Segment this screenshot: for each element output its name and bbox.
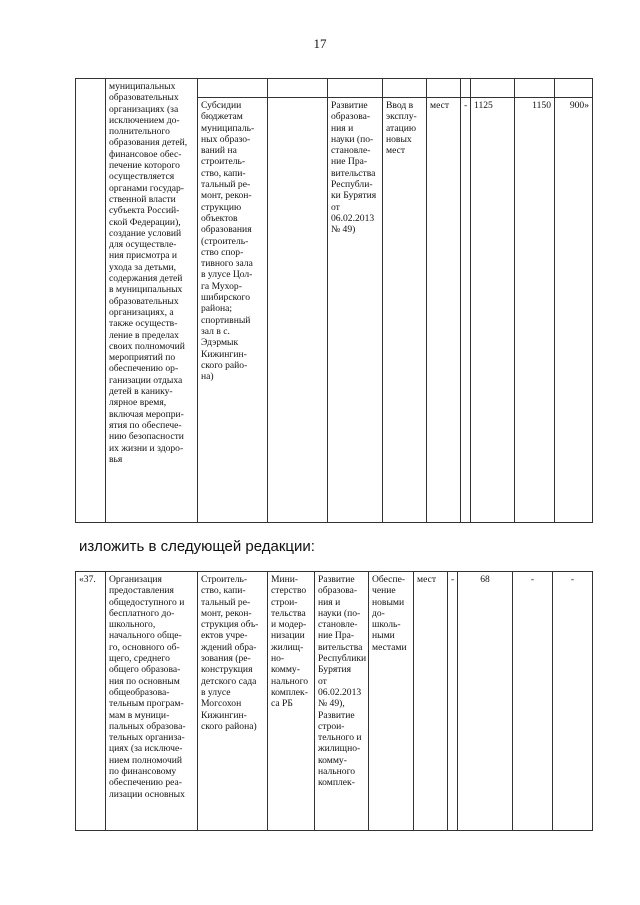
bottom-table-indicator-cell bbox=[369, 572, 414, 831]
top-table-subsidy-cell bbox=[198, 98, 268, 523]
text-line: ственной власти bbox=[109, 193, 176, 205]
top-table-empty-cell bbox=[328, 79, 383, 98]
text-line: вительства bbox=[331, 167, 376, 179]
text-line: монт, рекон- bbox=[201, 607, 252, 619]
text-line: становле- bbox=[318, 619, 358, 631]
text-line: обеспечению ор- bbox=[109, 363, 179, 375]
top-table-program-cell bbox=[328, 98, 383, 523]
text-line: 06.02.2013 bbox=[331, 212, 375, 224]
text-line: спортивный bbox=[201, 314, 251, 326]
text-line: образова- bbox=[318, 585, 358, 597]
text-line: образовательных bbox=[109, 92, 179, 104]
text-line: № 49) bbox=[331, 224, 356, 236]
text-line: нию безопасности bbox=[109, 431, 184, 443]
text-line: организациях (за bbox=[109, 103, 179, 115]
text-line: ния и bbox=[331, 122, 354, 134]
text-line: тивного зала bbox=[201, 258, 253, 270]
text-line: до- bbox=[372, 607, 385, 619]
bottom-table-value-3-cell: - bbox=[553, 572, 593, 831]
text-line: ского района) bbox=[201, 720, 257, 732]
bottom-table-ministry-cell bbox=[268, 572, 315, 831]
text-line: тельным програм- bbox=[109, 698, 184, 710]
text-line: чение bbox=[372, 585, 396, 597]
text-line: Кижингин- bbox=[201, 709, 247, 721]
text-line: щего, среднего bbox=[109, 653, 170, 665]
text-line: Обеспе- bbox=[372, 574, 406, 585]
text-line: в муниципальных bbox=[109, 284, 183, 296]
text-line: Республики bbox=[318, 653, 367, 665]
text-line: са РБ bbox=[271, 698, 293, 710]
top-table-description-cell bbox=[106, 79, 198, 523]
text-line: района; bbox=[201, 303, 233, 315]
text-line: содержания детей bbox=[109, 273, 183, 285]
text-line: Организация bbox=[109, 574, 162, 585]
text-line: Ввод в bbox=[386, 100, 414, 111]
top-table-empty-cell bbox=[471, 79, 515, 98]
text-line: ство, капи- bbox=[201, 585, 246, 597]
text-line: школьного, bbox=[109, 619, 156, 631]
text-line: нального bbox=[271, 675, 309, 687]
text-line: ния и bbox=[318, 596, 341, 608]
text-line: тельства bbox=[271, 607, 306, 619]
text-line: субъекта Россий- bbox=[109, 205, 180, 217]
text-line: организациях, а bbox=[109, 306, 174, 318]
text-line: тельных организа- bbox=[109, 732, 185, 744]
text-line: мест bbox=[386, 145, 406, 157]
text-line: Субсидии bbox=[201, 100, 242, 111]
text-line: Развитие bbox=[318, 709, 355, 721]
text-line: струкцию bbox=[201, 201, 242, 213]
text-line: ние Пра- bbox=[318, 630, 355, 642]
text-line: комму- bbox=[318, 754, 347, 766]
text-line: Развитие bbox=[331, 100, 368, 111]
text-line: финансовое обес- bbox=[109, 148, 182, 160]
text-line: муниципальных bbox=[109, 81, 176, 92]
text-line: образова- bbox=[331, 111, 371, 123]
text-line: комплек- bbox=[318, 777, 355, 789]
top-table-unit-cell: мест bbox=[427, 98, 461, 523]
text-line: ки Бурятия bbox=[331, 190, 377, 202]
text-line: ство спор- bbox=[201, 246, 244, 258]
text-line: осуществляется bbox=[109, 171, 175, 183]
text-line: го, основного об- bbox=[109, 641, 180, 653]
text-line: обеспечению реа- bbox=[109, 777, 183, 789]
bottom-table-activity-cell bbox=[198, 572, 268, 831]
text-line: общего образова- bbox=[109, 664, 181, 676]
text-line: исключением до- bbox=[109, 114, 180, 126]
text-line: детского сада bbox=[201, 675, 257, 687]
text-line: ухода за детьми, bbox=[109, 261, 177, 273]
text-line: тальный ре- bbox=[201, 179, 251, 191]
text-line: общедоступного и bbox=[109, 596, 185, 608]
text-line: органами государ- bbox=[109, 182, 184, 194]
instruction-text: изложить в следующей редакции: bbox=[79, 538, 315, 555]
text-line: полнительного bbox=[109, 126, 170, 138]
text-line: их жизни и здоро- bbox=[109, 442, 184, 454]
text-line: ского райо- bbox=[201, 359, 248, 371]
text-line: Эдэрмык bbox=[201, 337, 239, 349]
text-line: (строитель- bbox=[201, 235, 249, 247]
text-line: создание условий bbox=[109, 227, 182, 239]
top-table-indicator-cell bbox=[383, 98, 427, 523]
text-line: также осуществ- bbox=[109, 318, 178, 330]
text-line: шибирского bbox=[201, 292, 251, 304]
text-line: для осуществле- bbox=[109, 239, 177, 251]
text-line: жилищно- bbox=[318, 743, 361, 755]
text-line: струкция объ- bbox=[201, 619, 259, 631]
text-line: циях (за исключе- bbox=[109, 743, 183, 755]
text-line: комму- bbox=[271, 664, 300, 676]
text-line: ния по основным bbox=[109, 675, 180, 687]
top-table-value-3-cell: 900» bbox=[555, 98, 593, 523]
page-number: 17 bbox=[313, 36, 327, 51]
text-line: образования детей, bbox=[109, 137, 188, 149]
bottom-table-program-cell bbox=[315, 572, 369, 831]
text-line: становле- bbox=[331, 145, 371, 157]
text-line: ганизации отдыха bbox=[109, 374, 183, 386]
top-table-dash-cell: - bbox=[461, 98, 471, 523]
text-line: своих полномочий bbox=[109, 340, 185, 352]
text-line: ваний на bbox=[201, 145, 237, 157]
text-line: науки (по- bbox=[318, 607, 361, 619]
text-line: № 49), bbox=[318, 698, 345, 710]
top-table-empty-cell bbox=[198, 79, 268, 98]
text-line: лярное время, bbox=[109, 397, 167, 409]
bottom-table-value-1-cell: 68 bbox=[458, 572, 513, 831]
text-line: включая меропри- bbox=[109, 408, 184, 420]
text-line: детей в канику- bbox=[109, 386, 173, 398]
top-table-empty-cell bbox=[427, 79, 461, 98]
text-line: атацию bbox=[386, 122, 417, 134]
text-line: ской Федерации), bbox=[109, 216, 181, 228]
text-line: образования bbox=[201, 224, 252, 236]
text-line: новыми bbox=[372, 596, 405, 608]
top-table-value-1-cell: 1125 bbox=[471, 98, 515, 523]
text-line: тальный ре- bbox=[201, 596, 251, 608]
text-line: образовательных bbox=[109, 295, 179, 307]
text-line: но- bbox=[271, 653, 285, 665]
text-line: Строитель- bbox=[201, 574, 248, 585]
text-line: по финансовому bbox=[109, 766, 177, 778]
bottom-table-description-cell bbox=[106, 572, 198, 831]
text-line: бесплатного до- bbox=[109, 607, 175, 619]
text-line: школь- bbox=[372, 619, 401, 631]
top-table-empty-cell bbox=[268, 79, 328, 98]
text-line: и модер- bbox=[271, 619, 307, 631]
text-line: новых bbox=[386, 133, 412, 145]
text-line: стерство bbox=[271, 585, 307, 597]
text-line: ектов учре- bbox=[201, 630, 248, 642]
text-line: бюджетам bbox=[201, 111, 243, 123]
text-line: Мини- bbox=[271, 574, 299, 585]
text-line: от bbox=[331, 201, 340, 213]
text-line: га Мухор- bbox=[201, 280, 242, 292]
bottom-table-unit-cell: мест bbox=[414, 572, 448, 831]
text-line: в улусе bbox=[201, 686, 231, 698]
text-line: строи- bbox=[271, 596, 298, 608]
top-table-empty-cell bbox=[515, 79, 555, 98]
bottom-table bbox=[75, 571, 593, 831]
text-line: ными bbox=[372, 630, 395, 642]
text-line: мам в муници- bbox=[109, 709, 170, 721]
text-line: нального bbox=[318, 766, 356, 778]
top-table-empty-cell bbox=[383, 79, 427, 98]
text-line: нием полномочий bbox=[109, 754, 183, 766]
text-line: науки (по- bbox=[331, 133, 374, 145]
top-table-header-row bbox=[76, 79, 593, 98]
text-line: вья bbox=[109, 453, 123, 465]
text-line: низации bbox=[271, 630, 305, 642]
text-line: печение которого bbox=[109, 160, 180, 172]
text-line: конструкция bbox=[201, 664, 253, 676]
text-line: зования (ре- bbox=[201, 653, 251, 665]
text-line: Бурятия bbox=[318, 664, 352, 676]
text-line: строи- bbox=[318, 720, 345, 732]
bottom-table-row-number: «37. bbox=[76, 572, 106, 831]
text-line: общеобразова- bbox=[109, 686, 170, 698]
text-line: на) bbox=[201, 371, 214, 383]
text-line: Развитие bbox=[318, 574, 355, 585]
top-table bbox=[75, 78, 593, 523]
text-line: эксплу- bbox=[386, 111, 417, 123]
text-line: лизации основных bbox=[109, 788, 185, 800]
text-line: мероприятий по bbox=[109, 352, 176, 364]
top-table-value-2-cell: 1150 bbox=[515, 98, 555, 523]
text-line: объектов bbox=[201, 212, 238, 224]
text-line: строитель- bbox=[201, 156, 246, 168]
text-line: ление в пределах bbox=[109, 329, 179, 341]
text-line: предоставления bbox=[109, 585, 174, 597]
text-line: Республи- bbox=[331, 179, 373, 191]
bottom-table-value-2-cell: - bbox=[513, 572, 553, 831]
text-line: тельного и bbox=[318, 732, 362, 744]
text-line: начального обще- bbox=[109, 630, 182, 642]
text-line: муниципаль- bbox=[201, 122, 255, 134]
text-line: комплек- bbox=[271, 686, 308, 698]
text-line: ятия по обеспече- bbox=[109, 419, 182, 431]
text-line: жилищ- bbox=[271, 641, 304, 653]
text-line: местами bbox=[372, 641, 407, 653]
text-line: ных образо- bbox=[201, 133, 251, 145]
text-line: от bbox=[318, 675, 327, 687]
text-line: 06.02.2013 bbox=[318, 686, 362, 698]
text-line: ние Пра- bbox=[331, 156, 368, 168]
bottom-table-row bbox=[76, 572, 593, 831]
text-line: ство, капи- bbox=[201, 167, 246, 179]
text-line: в улусе Цол- bbox=[201, 269, 253, 281]
text-line: зал в с. bbox=[201, 325, 230, 337]
top-table-empty-cell bbox=[268, 98, 328, 523]
text-line: монт, рекон- bbox=[201, 190, 252, 202]
text-line: ния присмотра и bbox=[109, 250, 178, 262]
text-line: Могсохон bbox=[201, 698, 242, 710]
text-line: ждений обра- bbox=[201, 641, 257, 653]
top-table-cell-number bbox=[76, 79, 106, 523]
top-table-empty-cell bbox=[461, 79, 471, 98]
text-line: пальных образова- bbox=[109, 720, 186, 732]
bottom-table-dash-cell: - bbox=[448, 572, 458, 831]
top-table-empty-cell bbox=[555, 79, 593, 98]
text-line: Кижингин- bbox=[201, 348, 247, 360]
text-line: вительства bbox=[318, 641, 363, 653]
